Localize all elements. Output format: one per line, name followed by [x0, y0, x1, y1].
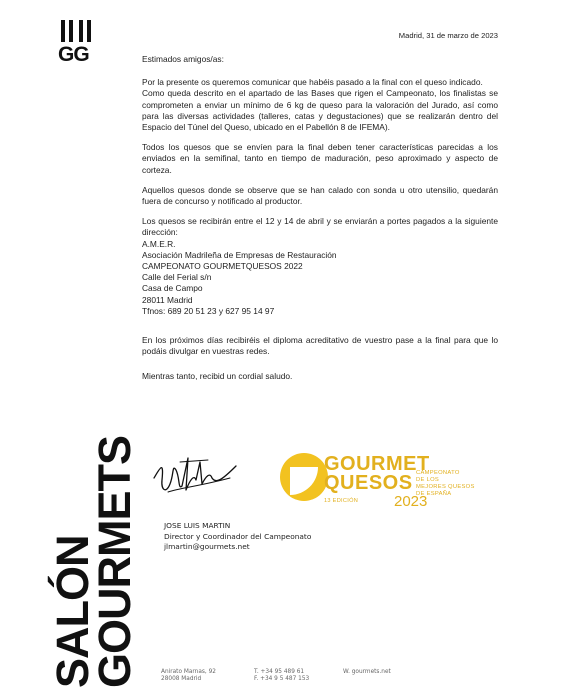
footer-contact — [254, 669, 309, 684]
delivery-address — [142, 239, 498, 317]
gq-subtitle-line: DE LOS — [416, 477, 440, 483]
signer-email: jlmartin@gourmets.net — [164, 542, 250, 552]
gourmet-quesos-logo — [276, 453, 496, 513]
footer-address — [161, 669, 216, 684]
gq-subtitle — [416, 470, 496, 498]
footer-address-line: Anirato Marnas, 92 — [161, 669, 216, 675]
address-line: 28011 Madrid — [142, 294, 193, 305]
address-line: Casa de Campo — [142, 283, 203, 294]
address-phones: Tfnos: 689 20 51 23 y 627 95 14 97 — [142, 305, 275, 316]
gq-title-line-1: GOURMET — [324, 453, 430, 475]
footer-address-line: 28008 Madrid — [161, 676, 202, 683]
gq-title — [324, 455, 430, 493]
brand-line-2: GOURMETS — [89, 435, 140, 688]
footer-fax: F. +34 9 5 487 153 — [254, 676, 310, 683]
salon-gourmets-vertical-brand — [47, 435, 140, 688]
paragraph-2: Como queda descrito en el apartado de las Bases que rigen el Campeonato, los finalistas se comprometen a enviar un mínimo de 6 kg de queso para la valoración del Jurado, así como para las diversas actividades (talleres, catas y degustaciones) que se realizarán dentro del Espacio del Túnel del Queso, ubicado en el Pabellón 8 de IFEMA). — [142, 88, 498, 133]
paragraph-5: Los quesos se recibirán entre el 12 y 14 de abril y se enviarán a portes pagados a la siguiente dirección: — [142, 216, 498, 238]
address-line: Asociación Madrileña de Empresas de Restauración — [142, 249, 337, 260]
closing-paragraph-2: Mientras tanto, recibid un cordial saludo. — [142, 371, 293, 382]
monogram-text: GG — [58, 43, 89, 66]
cheese-circle-icon — [280, 453, 328, 501]
address-line: Calle del Ferial s/n — [142, 272, 212, 283]
greeting: Estimados amigos/as: — [142, 54, 224, 64]
gq-year: 2023 — [394, 493, 428, 510]
gq-title-line-2: QUESOS — [324, 472, 413, 494]
signer-block — [164, 521, 311, 553]
paragraph-3: Todos los quesos que se envíen para la final deben tener características parecidas a los enviados en la semifinal, tanto en tiempo de maduración, peso aproximado y aspecto de corteza. — [142, 142, 498, 175]
address-line: A.M.E.R. — [142, 238, 176, 249]
gourmets-monogram-logo — [58, 20, 98, 68]
footer-web — [343, 669, 391, 676]
paragraph-1: Por la presente os queremos comunicar que habéis pasado a la final con el queso indicado. — [142, 77, 483, 88]
closing-paragraph-1: En los próximos días recibiréis el diploma acreditativo de vuestro pase a la final para que lo podáis divulgar en vuestras redes. — [142, 335, 498, 357]
brand-line-1: SALÓN — [47, 535, 98, 688]
signer-role: Director y Coordinador del Campeonato — [164, 531, 312, 541]
letter-date: Madrid, 31 de marzo de 2023 — [398, 31, 498, 40]
gq-subtitle-line: MEJORES QUESOS — [416, 484, 475, 490]
footer-phone: T. +34 95 489 61 — [254, 669, 305, 675]
handwritten-signature — [150, 450, 240, 502]
footer-web-link: W. gourmets.net — [343, 669, 391, 675]
paragraph-4: Aquellos quesos donde se observe que se han calado con sonda u otro utensilio, quedarán fuera de concurso y notificado al productor. — [142, 184, 498, 207]
letter-body — [142, 54, 498, 383]
signer-name: JOSE LUIS MARTIN — [164, 521, 231, 530]
gq-edition: 13 EDICIÓN — [324, 498, 359, 504]
gq-subtitle-line: CAMPEONATO — [416, 470, 460, 476]
gq-subtitle-line: DE ESPAÑA — [416, 491, 452, 497]
address-line: CAMPEONATO GOURMETQUESOS 2022 — [142, 261, 303, 272]
